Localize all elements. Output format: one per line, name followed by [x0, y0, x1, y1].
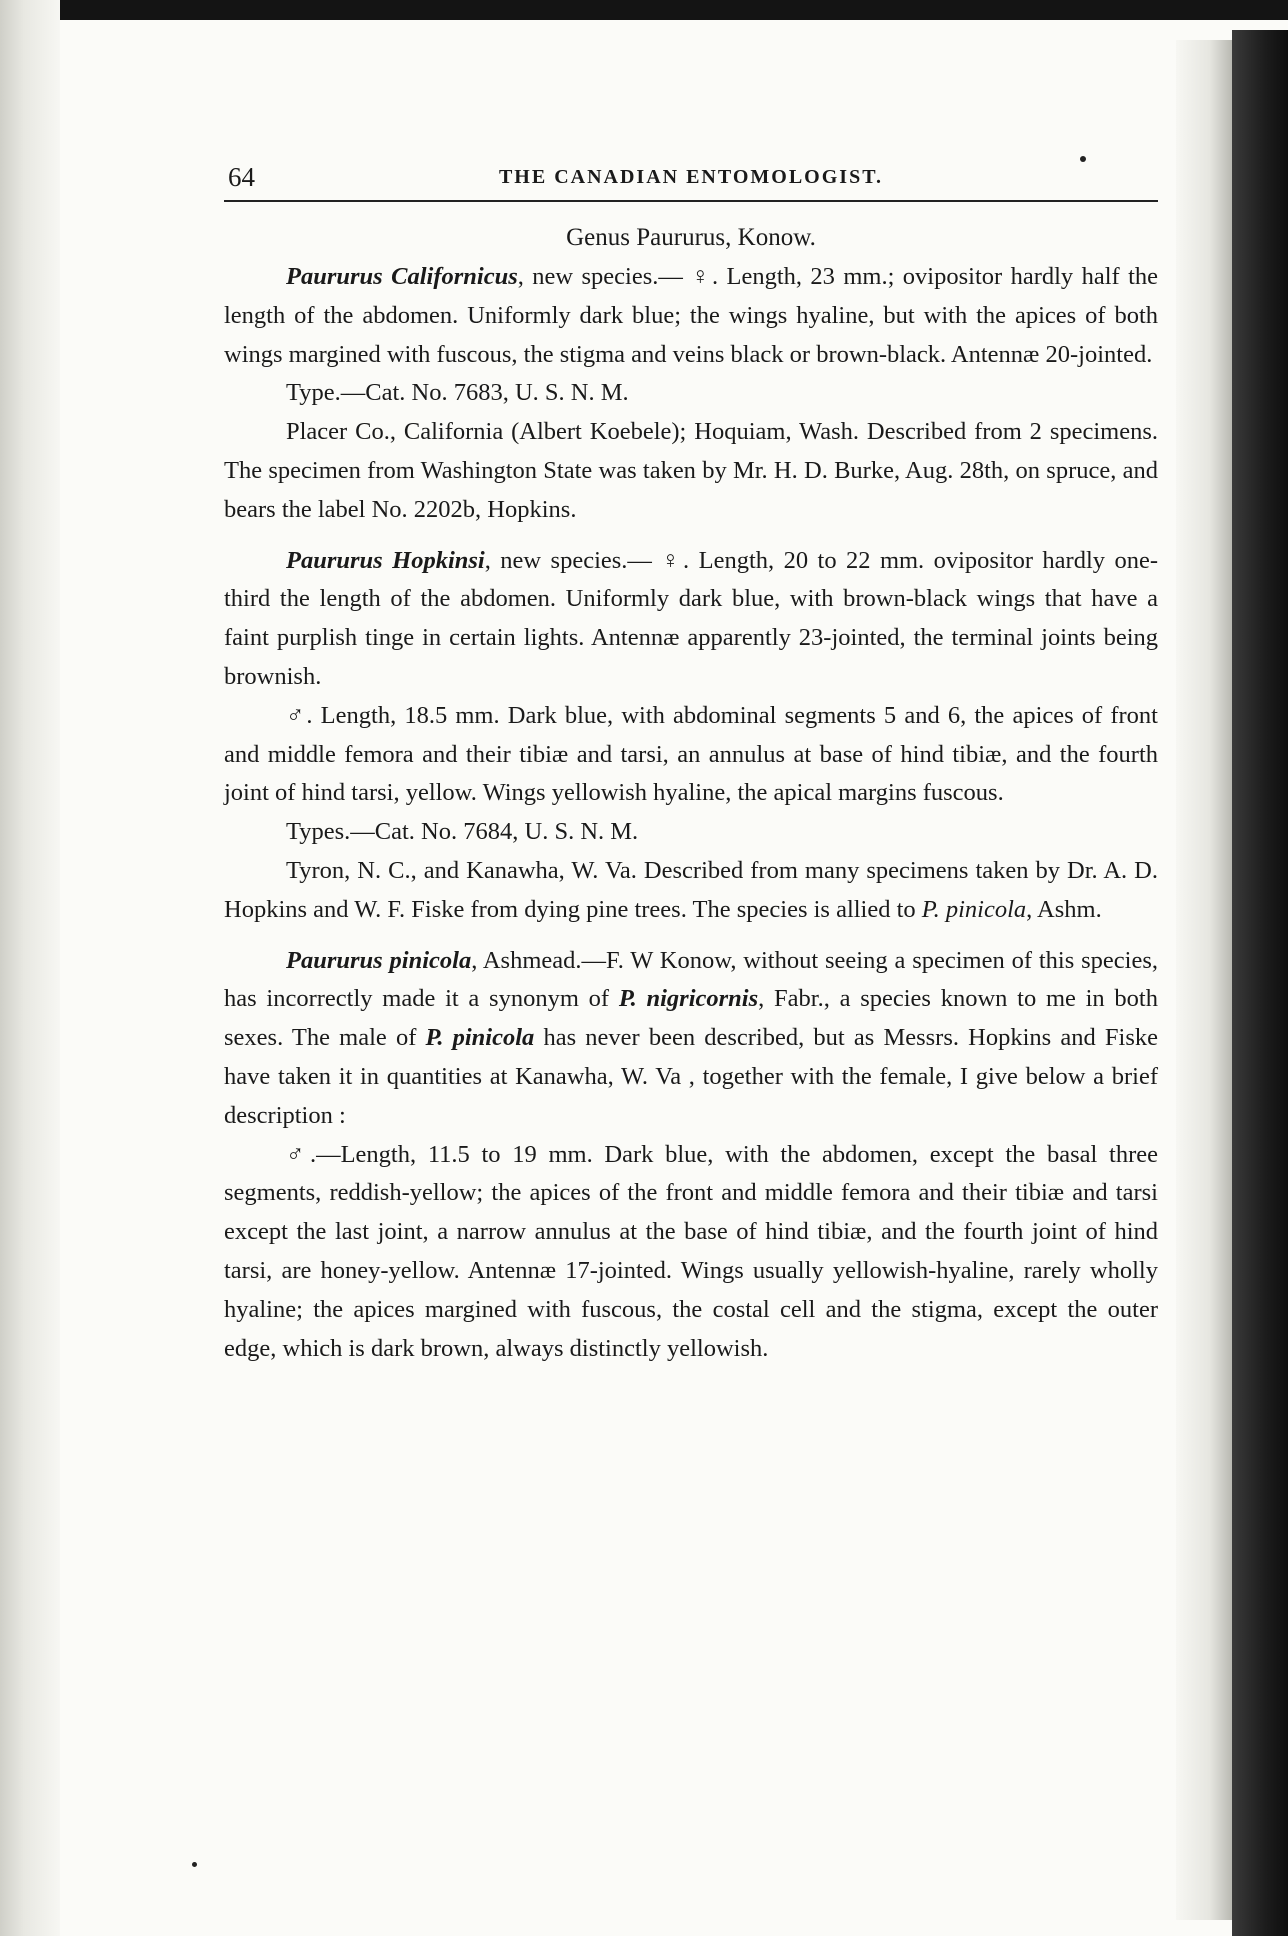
- male-description: ♂.—Length, 11.5 to 19 mm. Dark blue, with the abdomen, except the basal three segments, reddish-yellow; the apices of the front and middle femora and their tibiæ and tarsi except the last joint, a narrow annulus at the base of hind tibiæ, and the fourth joint of hind tarsi, are honey-yellow. Antennæ 17-jointed. Wings usually yellowish-hyaline, rarely wholly hyaline; the apices margined with fuscous, the costal cell and the stigma, except the outer edge, which is dark brown, always distinctly yellowish.: [224, 1140, 1158, 1362]
- type-catalog: Types.—Cat. No. 7684, U. S. N. M.: [286, 818, 639, 846]
- scan-left-margin: [0, 0, 60, 1936]
- page-number: 64: [228, 162, 255, 192]
- scan-page-edge: [1176, 40, 1232, 1920]
- species-reference: P. nigricornis: [618, 985, 759, 1013]
- page-header: [224, 150, 1158, 202]
- scan-right-border: [1232, 30, 1288, 1936]
- species-name: Paururus pinicola: [286, 946, 472, 974]
- species-reference: P. pinicola: [921, 895, 1027, 923]
- locality-paragraph: Placer Co., California (Albert Koebele); Hoquiam, Wash. Described from 2 specimens. The specimen from Washington State was taken by Mr. H. D. Burke, Aug. 28th, on spruce, and bears the label No. 2202b, Hopkins.: [224, 418, 1158, 523]
- male-description: ♂. Length, 18.5 mm. Dark blue, with abdominal segments 5 and 6, the apices of front and middle femora and their tibiæ and tarsi, an annulus at base of hind tibiæ, and the fourth joint of hind tarsi, yellow. Wings yellowish hyaline, the apical margins fuscous.: [224, 701, 1158, 807]
- genus-heading: Genus Paururus, Konow.: [566, 224, 816, 251]
- species-name: Paururus Californicus: [286, 263, 518, 290]
- species-name: Paururus Hopkinsi: [286, 546, 485, 574]
- document-page: [224, 150, 1158, 1710]
- species-description-californicus: Paururus Californicus, new species.— ♀. Length, 23 mm.; ovipositor hardly half the length of the abdomen. Uniformly dark blue; the wings hyaline, but with the apices of both wings margined with fuscous, the stigma and veins black or brown-black. Antennæ 20-jointed.: [224, 263, 1159, 368]
- scan-top-border: [0, 0, 1288, 20]
- running-title: THE CANADIAN ENTOMOLOGIST.: [498, 166, 884, 188]
- locality-paragraph: Tyron, N. C., and Kanawha, W. Va. Described from many specimens taken by Dr. A. D. Hopkins and W. F. Fiske from dying pine trees. The species is allied to P. pinicola, Ashm.: [224, 856, 1158, 923]
- type-catalog: Type.—Cat. No. 7683, U. S. N. M.: [286, 379, 629, 407]
- species-description-hopkinsi: Paururus Hopkinsi, new species.— ♀. Length, 20 to 22 mm. ovipositor hardly one-third the length of the abdomen. Uniformly dark blue, with brown-black wings that have a faint purplish tinge in certain lights. Antennæ apparently 23-jointed, the terminal joints being brownish.: [224, 546, 1158, 690]
- species-reference: P. pinicola: [425, 1024, 535, 1052]
- page-body: [224, 202, 1158, 1368]
- species-description-pinicola: Paururus pinicola, Ashmead.—F. W Konow, without seeing a specimen of this species, has incorrectly made it a synonym of P. nigricornis, Fabr., a species known to me in both sexes. The male of P. pinicola has never been described, but as Messrs. Hopkins and Fiske have taken it in quantities at Kanawha, W. Va , together with the female, I give below a brief description :: [224, 946, 1158, 1129]
- speck-mark: [192, 1862, 197, 1867]
